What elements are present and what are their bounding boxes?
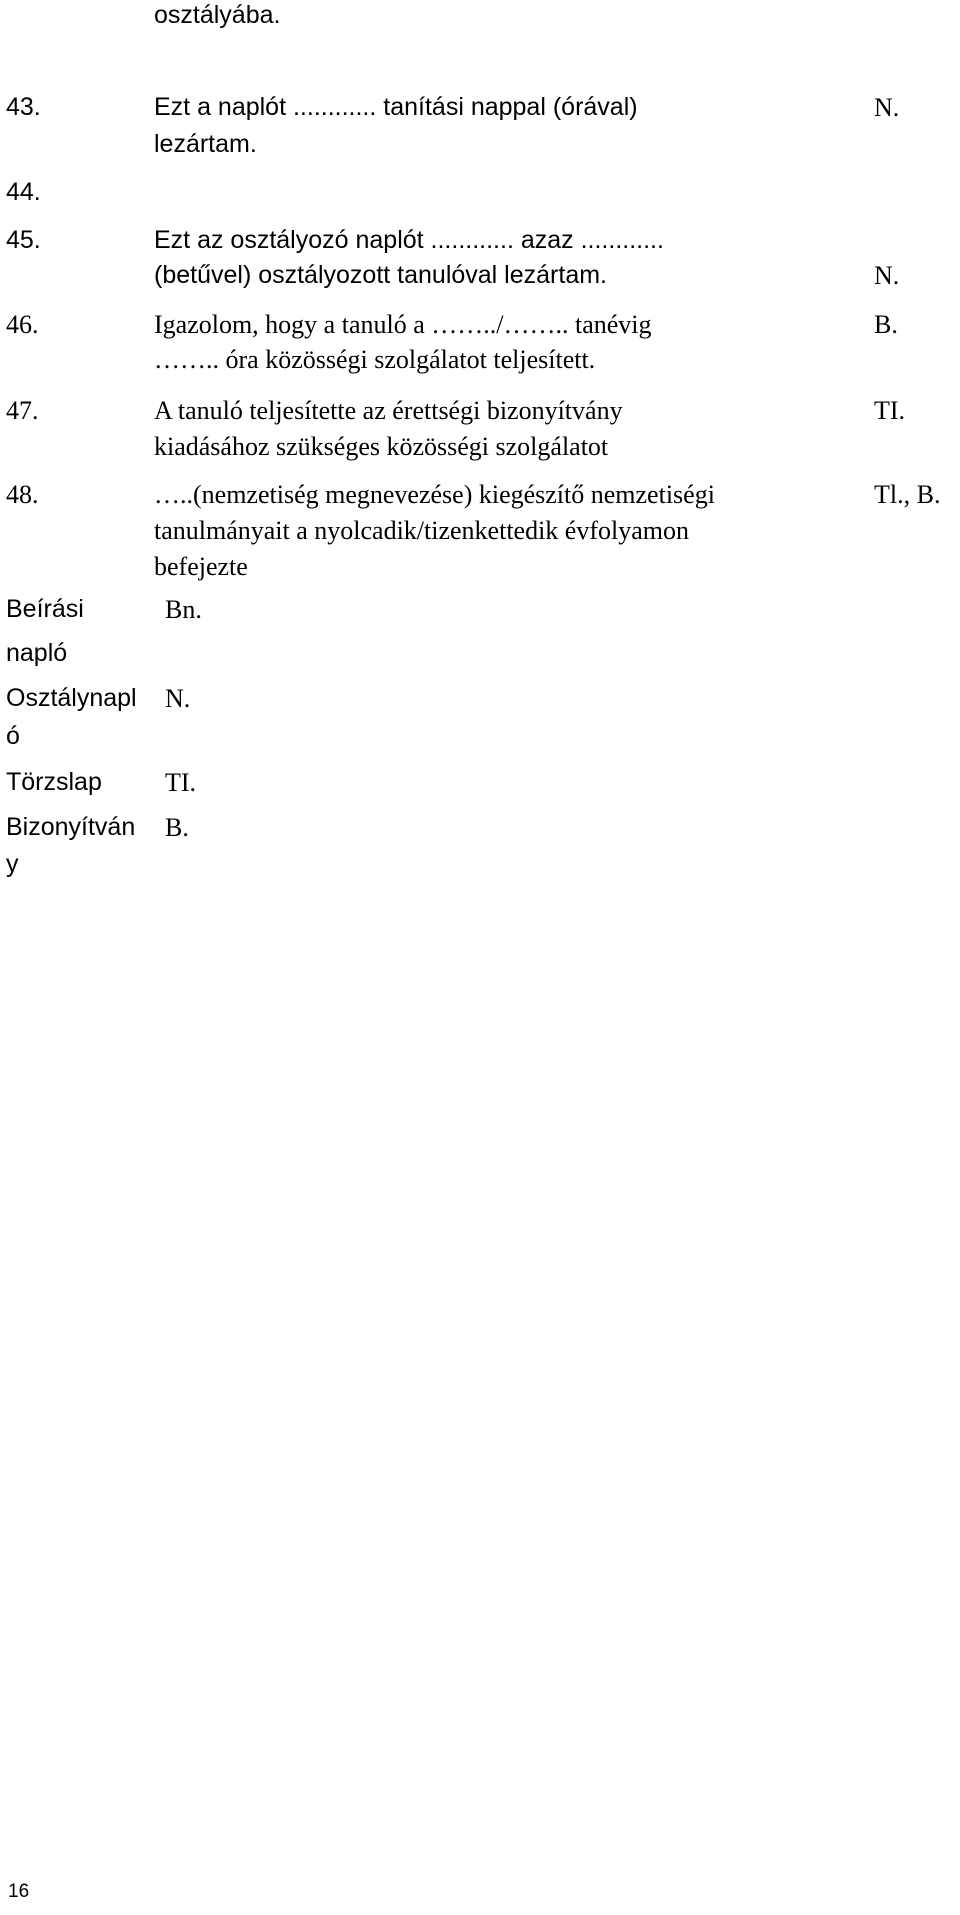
item-text: Ezt a naplót ............ tanítási nappal (órával): [154, 93, 638, 121]
item-code: TI.: [874, 396, 906, 425]
item-number: 46.: [6, 310, 39, 339]
item-text-continued: (betűvel) osztályozott tanulóval lezártam.: [154, 261, 607, 289]
item-code: N.: [874, 261, 900, 290]
abbreviation-label: Bizonyítván: [6, 813, 136, 841]
item-number: 43.: [6, 93, 41, 121]
item-text-continued: befejezte: [154, 552, 248, 581]
item-text-continued: …….. óra közösségi szolgálatot teljesített.: [154, 345, 596, 374]
abbreviation-label: Beírási: [6, 595, 84, 623]
item-text-continued: lezártam.: [154, 130, 257, 158]
item-number: 47.: [6, 396, 39, 425]
item-code: N.: [874, 93, 900, 122]
abbreviation-code: B.: [165, 813, 189, 842]
item-number: 45.: [6, 226, 41, 254]
item-text: Igazolom, hogy a tanuló a ……../…….. tanévig: [154, 310, 652, 339]
item-text: …..(nemzetiség megnevezése) kiegészítő nemzetiségi: [154, 480, 715, 509]
item-number: 48.: [6, 480, 39, 509]
abbreviation-code: Bn.: [165, 595, 202, 624]
item-text-continued: kiadásához szükséges közösségi szolgálatot: [154, 432, 609, 461]
item-text: Ezt az osztályozó naplót ............ azaz ............: [154, 226, 664, 254]
abbreviation-label-continued: ó: [6, 722, 20, 750]
abbreviation-code: N.: [165, 684, 191, 713]
item-text: A tanuló teljesítette az érettségi bizonyítvány: [154, 396, 623, 425]
abbreviation-code: TI.: [165, 768, 197, 797]
item-number: 44.: [6, 178, 41, 206]
abbreviation-label: Törzslap: [6, 768, 102, 796]
item-code: B.: [874, 310, 898, 339]
item-code: Tl., B.: [874, 480, 941, 509]
abbreviation-label-continued: y: [6, 850, 19, 878]
continuation-text: osztályába.: [154, 1, 281, 29]
abbreviation-label: Osztálynapl: [6, 684, 137, 712]
abbreviation-label-continued: napló: [6, 639, 68, 667]
page-number: 16: [8, 1881, 30, 1902]
item-text-continued: tanulmányait a nyolcadik/tizenkettedik évfolyamon: [154, 516, 689, 545]
